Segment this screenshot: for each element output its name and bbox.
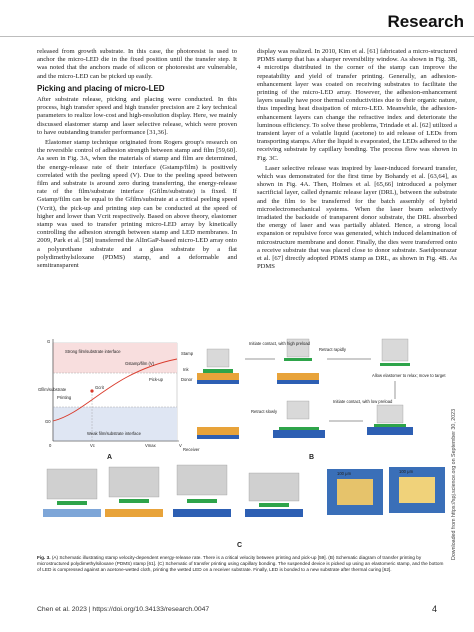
step4-label: Initiate contact, with low preload (333, 399, 393, 404)
gcrit-label: Gcrit (95, 385, 104, 390)
right-column (257, 48, 457, 273)
paragraph: Laser selective release was inspired by laser-induced forward transfer, which was demonstrated for the first time by Bohandy et al. [63,64], as shown in Fig. 4A. Then, Holmes et al. [65,66] introduced a polymer sacrificial layer, called dynamic release layer (DRL), between the substrate and the film to be transferred for the batch assembly of hybrid microelectromechanical systems. When the laser beam selectively irradiated the backside of transparent donor substrate, the DRL absorbed the energy of laser and was partially ablated. Hence, a strong local expansion or repulsive force was generated, which induced delamination of microstructure membrane and donor. Finally, the dies were transferred onto a receive substrate that was placed close to donor substrate. Saeidpourazar et al. [67] directly adopted PDMS stamp as DRL, as shown in Fig. 4B. As PDMS (257, 164, 457, 271)
gfilm-label: Gfilm/substrate (38, 387, 67, 392)
caption-lead: Fig. 3. (37, 555, 51, 560)
paragraph: After substrate release, picking and placing were conducted. In this process, high transfer speed and high transfer precision are 2 key technical parameters to realize low-cost and high-resolution display. Here, we mainly discussed elastomer stamp and laser selective release, which were proven to have outstanding transfer performance [31,36]. (37, 96, 237, 136)
step5-label: Retract slowly (251, 409, 278, 414)
panel-c-label: C (237, 542, 243, 549)
header-title: Research (387, 12, 464, 31)
footer-citation[interactable]: Chen et al. 2023 | https://doi.org/10.34133/research.0047 (37, 606, 210, 613)
panel-a-graph (38, 339, 182, 461)
weak-label: Weak film/substrate interface (87, 431, 141, 436)
step1-label: Initiate contact, with high preload (249, 341, 310, 346)
x-label: V (179, 443, 182, 448)
caption-text: (A) Schematic illustrating stamp velocity-dependent energy-release rate. There is a critical velocity between printing and pick-up [59]. (B) Schematic diagram of transfer printing by microstructured polydimethylsiloxane (PDMS) stamp [61]. (C) Schematic of transfer printing using capillary bonding. The suspended device is picked up using an elastomeric stamp, and the bottom of LED is compressed against an acetone-wetted cloth, printing the wetted LED on a receiver substrate. Finally, LED is bonded to a new substrate after thermal curing [62]. (37, 555, 444, 572)
paragraph: display was realized. In 2010, Kim et al. [61] fabricated a micro-structured PDMS stamp that has a sharper reversibility window. As shown in Fig. 3B, 4 microtips distributed in the corner of the stamp can improve the repeatability and yield of transfer printing. Generally, an adhesion-enhancement layer was coated on receiving substrates to facilitate the printing of the micro-LED array. However, the adhesion-enhancement layers usually have poor thermal conductivities due to their organic nature, thus impeding heat dissipation of micro-LED. Meanwhile, the adhesion-enhancement layers can change the refractive index and deteriorate the luminous efficiency. To solve these problems, Trindade et al. [62] utilized a transient layer of a volatile liquid (acetone) to aid release of LEDs from transporting stamps. After the liquid is evaporated, the LEDs adhered to the receiving substrate by capillary bonding. The process flow was shown in Fig. 3C. (257, 48, 457, 162)
figure-caption (37, 555, 447, 573)
g0-label: G0 (45, 419, 51, 424)
pickup-label: Pick-up (149, 377, 163, 382)
y-label: G (47, 339, 51, 344)
curve-label: Gstamp/film (V) (125, 361, 155, 366)
vc-label: Vc (90, 443, 95, 448)
panel-c (43, 465, 445, 549)
page-number: 4 (431, 604, 437, 614)
panel-b-label: B (309, 454, 315, 461)
stamp-label: Stamp (181, 351, 194, 356)
panel-a-label: A (107, 454, 113, 461)
section-heading: Picking and placing of micro-LED (37, 83, 165, 93)
ink-label: Ink (183, 367, 189, 372)
receiver-label: Receiver (183, 447, 200, 452)
printing-label: Printing (57, 395, 72, 400)
figure-svg (37, 333, 447, 551)
panel-b (181, 339, 446, 461)
figure-3 (37, 333, 447, 551)
paragraph: Elastomer stamp technique originated from Rogers group's research on the reversible control of adhesion strength between stamp and film [59,60]. As seen in Fig. 3A, when the materials of stamp and film are determined, the energy-release rate of their interface (Gstamp/film) is positively correlated with the peeling speed (V). Due to the peeling speed between film and substrate is around zero during transferring, the energy-release rate of the film/substrate interface (Gfilm/substrate) is fixed. If Gstamp/film can be equal to the Gfilm/substrate at a critical peeling speed (Vcrit), the pick-up and printing step can be conducted at the speed of higher and lower than Vcrit respectively. Based on above theory, elastomer stamp was used to transfer printing micro-LED array by kinetically controlling the adhesion strength between stamp and LED membranes. In 2009, Park et al. [58] transferred the AlInGaP-based micro-LED array onto a polyurethane substrate and a glass substrate by a flat polydimethylsiloxane (PDMS) stamp, and a deformable and semitransparent (37, 139, 237, 270)
header-rule (0, 36, 474, 37)
left-column (37, 48, 237, 272)
step2-label: Retract rapidly (319, 347, 346, 352)
vmax-label: Vmax (145, 443, 156, 448)
step3-label: Allow elastomer to relax; move to target (372, 373, 446, 378)
zero-label: 0 (49, 443, 52, 448)
download-note: Downloaded from https://spj.science.org on September 30, 2023 (451, 408, 457, 560)
scale1: 100 μm (337, 471, 352, 476)
paragraph: released from growth substrate. In this case, the photoresist is used to anchor the micro-LED die in the fixed position until the transfer step. It was noted that the anchors made of silicon or photoresist are vulnerable, and the micro-LED can be picked up easily. (37, 48, 237, 80)
donor-label: Donor (181, 377, 193, 382)
strong-label: Strong film/substrate interface (65, 349, 121, 354)
scale2: 100 μm (399, 469, 414, 474)
critical-point (90, 389, 93, 392)
